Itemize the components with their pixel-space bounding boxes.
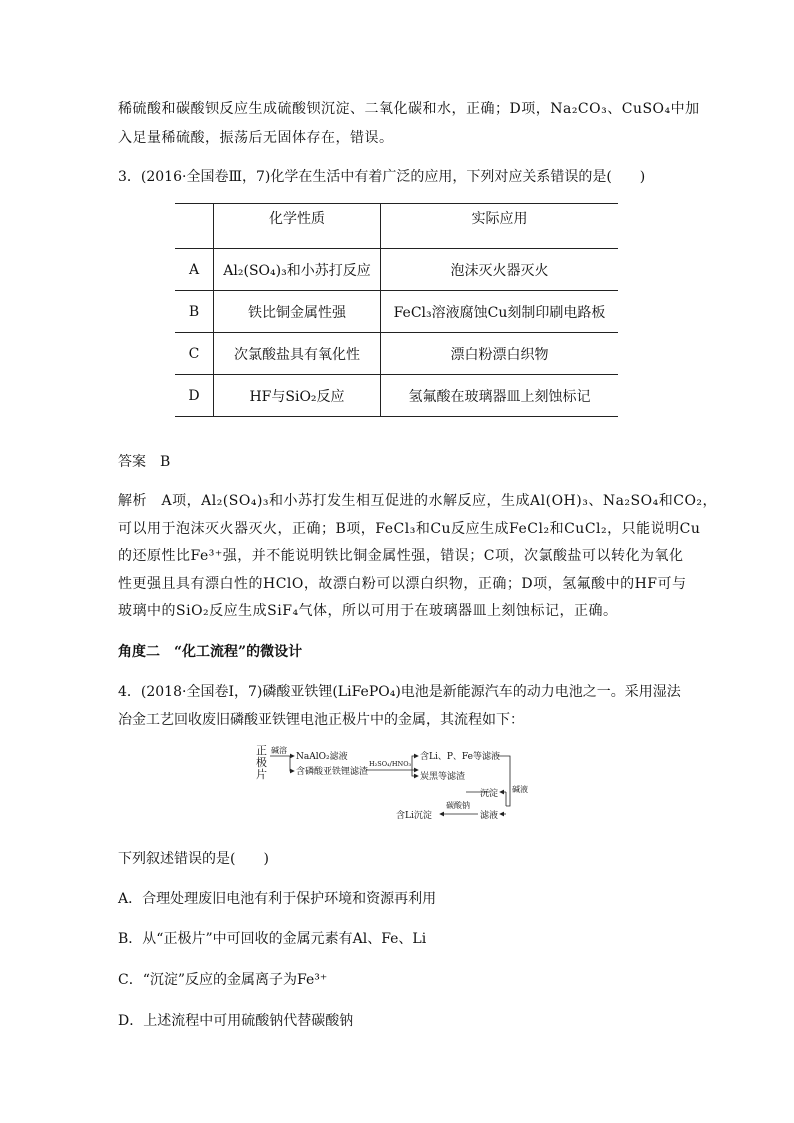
option-c: C．“沉淀”反应的金属离子为Fe³⁺ — [118, 972, 328, 988]
row-property: 次氯酸盐具有氧化性 — [214, 333, 381, 375]
flow-filtrate: 含Li、P、Fe等滤液 — [420, 752, 500, 762]
table-header-row — [175, 204, 618, 249]
question-4-stem-line-1: 4．(2018·全国卷Ⅰ，7)磷酸亚铁锂(LiFePO₄)电池是新能源汽车的动力电池之一。采用湿法 — [118, 684, 681, 700]
flow-step4-label: 碳酸钠 — [446, 801, 470, 810]
flow-start-3: 片 — [256, 768, 267, 781]
question-4-stem-line-2: 冶金工艺回收废旧磷酸亚铁锂电池正极片中的金属，其流程如下： — [118, 712, 524, 728]
flow-step2-label: H₂SO₄/HNO₃ — [369, 760, 412, 768]
row-label: B — [175, 291, 214, 333]
flow-branch-1 — [290, 756, 294, 771]
flow-step3-label: 碱液 — [512, 785, 528, 794]
section-title: 角度二 “化工流程”的微设计 — [118, 644, 303, 660]
question-3-table — [175, 203, 618, 417]
analysis-line-1: 解析 A项，Al₂(SO₄)₃和小苏打发生相互促进的水解反应，生成Al(OH)₃、Na₂SO₄和CO₂， — [118, 493, 718, 509]
answer: 答案 B — [118, 454, 171, 470]
flow-li-precip: 含Li沉淀 — [396, 811, 432, 821]
analysis-line-4: 性更强且具有漂白性的HClO，故漂白粉可以漂白织物，正确；D项，氢氟酸中的HF可与 — [118, 576, 687, 592]
flow-start-2: 极 — [256, 756, 267, 769]
flow-carbon: 炭黑等滤渣 — [420, 772, 466, 782]
table-row — [175, 375, 618, 417]
process-flow-diagram — [250, 742, 530, 826]
analysis-line-5: 玻璃中的SiO₂反应生成SiF₄气体，所以可用于在玻璃器皿上刻蚀标记，正确。 — [118, 603, 618, 619]
row-label: C — [175, 333, 214, 375]
flow-start-1: 正 — [256, 744, 267, 757]
row-property: HF与SiO₂反应 — [214, 375, 381, 417]
table-row — [175, 333, 618, 375]
continued-line-2: 入足量稀硫酸，振荡后无固体存在，错误。 — [118, 130, 394, 146]
flow-loop — [498, 756, 510, 806]
row-property: 铁比铜金属性强 — [214, 291, 381, 333]
table-header-cell: 实际应用 — [471, 211, 528, 227]
row-application: 漂白粉漂白织物 — [450, 346, 549, 363]
option-b: B．从“正极片”中可回收的金属元素有Al、Fe、Li — [118, 931, 427, 947]
flow-branch-3 — [412, 770, 418, 776]
table-header-cell: 化学性质 — [214, 204, 381, 249]
continued-line-1: 稀硫酸和碳酸钡反应生成硫酸钡沉淀、二氧化碳和水，正确；D项，Na₂CO₃、CuSO₄中加 — [118, 101, 700, 117]
question-3-stem: 3．(2016·全国卷Ⅲ，7)化学在生活中有着广泛的应用，下列对应关系错误的是( ) — [118, 169, 646, 185]
row-application: 氢氟酸在玻璃器皿上刻蚀标记 — [408, 388, 591, 405]
flow-precip: 沉淀 — [480, 789, 499, 799]
option-a: A．合理处理废旧电池有利于保护环境和资源再利用 — [118, 891, 437, 907]
row-application: 泡沫灭火器灭火 — [450, 262, 549, 279]
option-d: D．上述流程中可用硫酸钠代替碳酸钠 — [118, 1013, 354, 1029]
flow-step1-label: 碱溶 — [271, 746, 287, 755]
analysis-line-3: 的还原性比Fe³⁺强，并不能说明铁比铜金属性强，错误；C项，次氯酸盐可以转化为氧化 — [118, 548, 684, 564]
table-row — [175, 249, 618, 291]
row-label: D — [175, 375, 214, 417]
row-label: A — [175, 249, 214, 291]
flow-liquid: 滤液 — [480, 811, 499, 821]
table-row — [175, 291, 618, 333]
question-4-prompt: 下列叙述错误的是( ) — [118, 851, 269, 867]
analysis-line-2: 可以用于泡沫灭火器灭火，正确；B项，FeCl₃和Cu反应生成FeCl₂和CuCl₂，只能说明Cu — [118, 521, 701, 537]
row-property: Al₂(SO₄)₃和小苏打反应 — [214, 249, 381, 291]
flow-residue: 含磷酸亚铁锂滤渣 — [296, 767, 369, 777]
table-header-cell — [175, 204, 214, 249]
row-application: FeCl₃溶液腐蚀Cu刻制印刷电路板 — [393, 304, 606, 321]
flow-branch-2 — [412, 756, 418, 770]
flow-naalo2: NaAlO₂滤液 — [296, 752, 348, 762]
